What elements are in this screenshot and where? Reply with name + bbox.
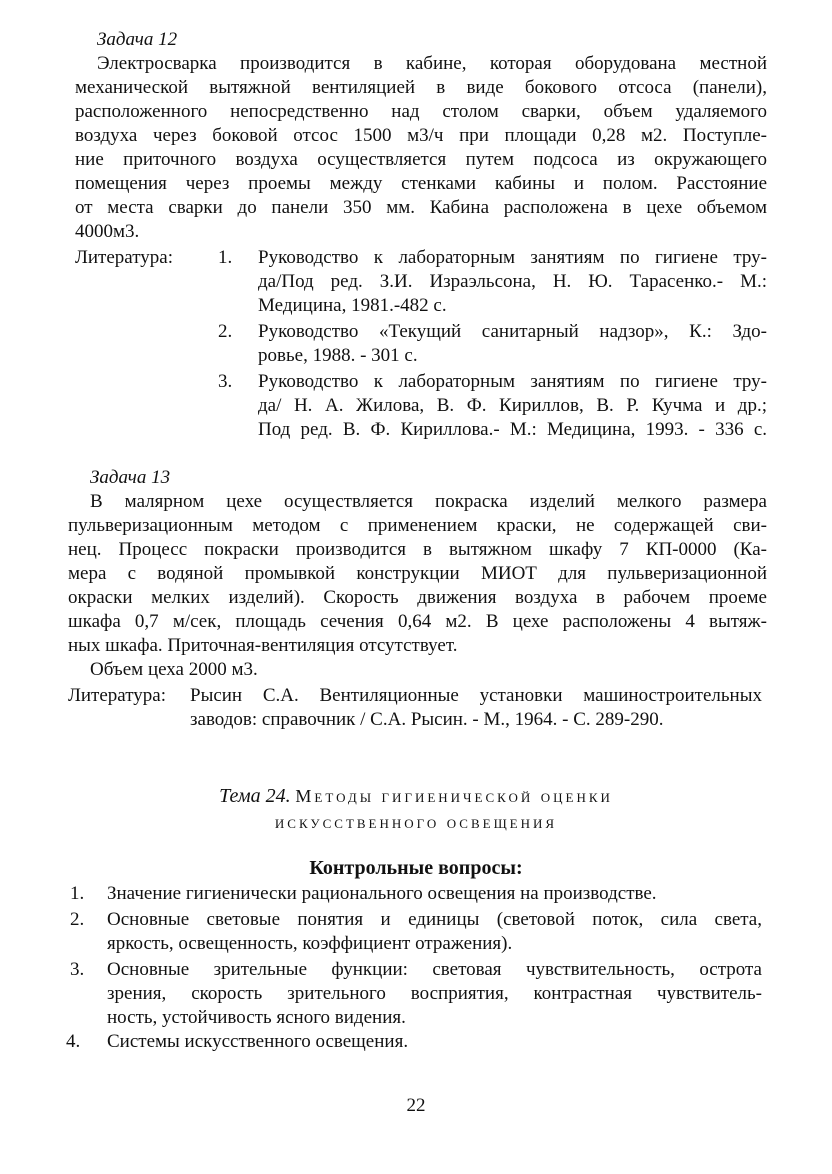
question-line: ность, устойчивость ясного видения. bbox=[107, 1007, 406, 1028]
task-13-literature-label: Литература: bbox=[68, 685, 166, 706]
task-13-line: пульверизационным методом с применением краски, не содержащей сви- bbox=[68, 515, 767, 536]
reference-number: 3. bbox=[218, 371, 233, 392]
task-13-line: шкафа 0,7 м/сек, площадь сечения 0,64 м2. В цехе расположены 4 вытяж- bbox=[68, 611, 767, 632]
reference-line: Рысин С.А. Вентиляционные установки машиностроительных bbox=[190, 685, 762, 706]
task-12-line: Электросварка производится в кабине, которая оборудована местной bbox=[97, 53, 767, 74]
reference-number: 2. bbox=[218, 321, 233, 342]
theme-title-line-2: искусственного освещения bbox=[274, 812, 558, 832]
task-12-literature-label: Литература: bbox=[75, 247, 173, 268]
task-12-line: воздуха через боковой отсос 1500 м3/ч при площади 0,28 м2. Поступле- bbox=[75, 125, 767, 146]
reference-line: заводов: справочник / С.А. Рысин. - М., 1964. - С. 289-290. bbox=[190, 709, 664, 730]
task-13-line: окраски мелких изделий). Скорость движения воздуха в рабочем проеме bbox=[68, 587, 767, 608]
question-line: зрения, скорость зрительного восприятия, контрастная чувствитель- bbox=[107, 983, 762, 1004]
reference-line: Руководство «Текущий санитарный надзор», К.: Здо- bbox=[258, 321, 767, 342]
reference-number: 1. bbox=[218, 247, 233, 268]
task-13-line: мера с водяной промывкой конструкции МИОТ для пульверизационной bbox=[68, 563, 767, 584]
reference-line: да/Под ред. З.И. Израэльсона, Н. Ю. Тарасенко.- М.: bbox=[258, 271, 767, 292]
reference-line: да/ Н. А. Жилова, В. Ф. Кириллов, В. Р. Кучма и др.; bbox=[258, 395, 767, 416]
task-13-volume: Объем цеха 2000 м3. bbox=[90, 659, 258, 680]
question-number: 1. bbox=[70, 883, 85, 904]
task-12-line: механической вытяжной вентиляцией в виде бокового отсоса (панели), bbox=[75, 77, 767, 98]
question-line: Системы искусственного освещения. bbox=[107, 1031, 409, 1052]
task-12-line: помещения через проемы между стенками кабины и полом. Расстояние bbox=[75, 173, 767, 194]
question-number: 4. bbox=[66, 1031, 81, 1052]
task-12-line: от места сварки до панели 350 мм. Кабина расположена в цехе объемом bbox=[75, 197, 767, 218]
task-12-title: Задача 12 bbox=[97, 29, 178, 50]
reference-line: Медицина, 1981.-482 с. bbox=[258, 295, 447, 316]
task-13-line: нец. Процесс покраски производится в вытяжном шкафу 7 КП-0000 (Ка- bbox=[68, 539, 767, 560]
control-questions-heading: Контрольные вопросы: bbox=[309, 857, 523, 879]
reference-line: ровье, 1988. - 301 с. bbox=[258, 345, 418, 366]
task-13-line: В малярном цехе осуществляется покраска изделий мелкого размера bbox=[90, 491, 767, 512]
task-13-title: Задача 13 bbox=[90, 467, 171, 488]
page-number: 22 bbox=[406, 1095, 426, 1116]
task-12-line: расположенного непосредственно над столом сварки, объем удаляемого bbox=[75, 101, 767, 122]
reference-line: Руководство к лабораторным занятиям по гигиене тру- bbox=[258, 371, 767, 392]
question-line: яркость, освещенность, коэффициент отражения). bbox=[107, 933, 513, 954]
theme-title-line-1: Методы гигиенической оценки bbox=[295, 786, 613, 806]
reference-line: Под ред. В. Ф. Кириллова.- М.: Медицина, 1993. - 336 с. bbox=[258, 419, 767, 440]
question-line: Основные зрительные функции: световая чувствительность, острота bbox=[107, 959, 762, 980]
question-line: Основные световые понятия и единицы (световой поток, сила света, bbox=[107, 909, 762, 930]
question-line: Значение гигиенически рационального освещения на производстве. bbox=[107, 883, 657, 904]
theme-heading bbox=[0, 784, 832, 809]
task-12-line: 4000м3. bbox=[75, 221, 140, 242]
theme-number: Тема 24. bbox=[219, 785, 291, 807]
task-12-line: ние приточного воздуха осуществляется путем подсоса из окружающего bbox=[75, 149, 767, 170]
task-13-line: ных шкафа. Приточная-вентиляция отсутствует. bbox=[68, 635, 458, 656]
question-number: 2. bbox=[70, 909, 85, 930]
reference-line: Руководство к лабораторным занятиям по гигиене тру- bbox=[258, 247, 767, 268]
question-number: 3. bbox=[70, 959, 85, 980]
